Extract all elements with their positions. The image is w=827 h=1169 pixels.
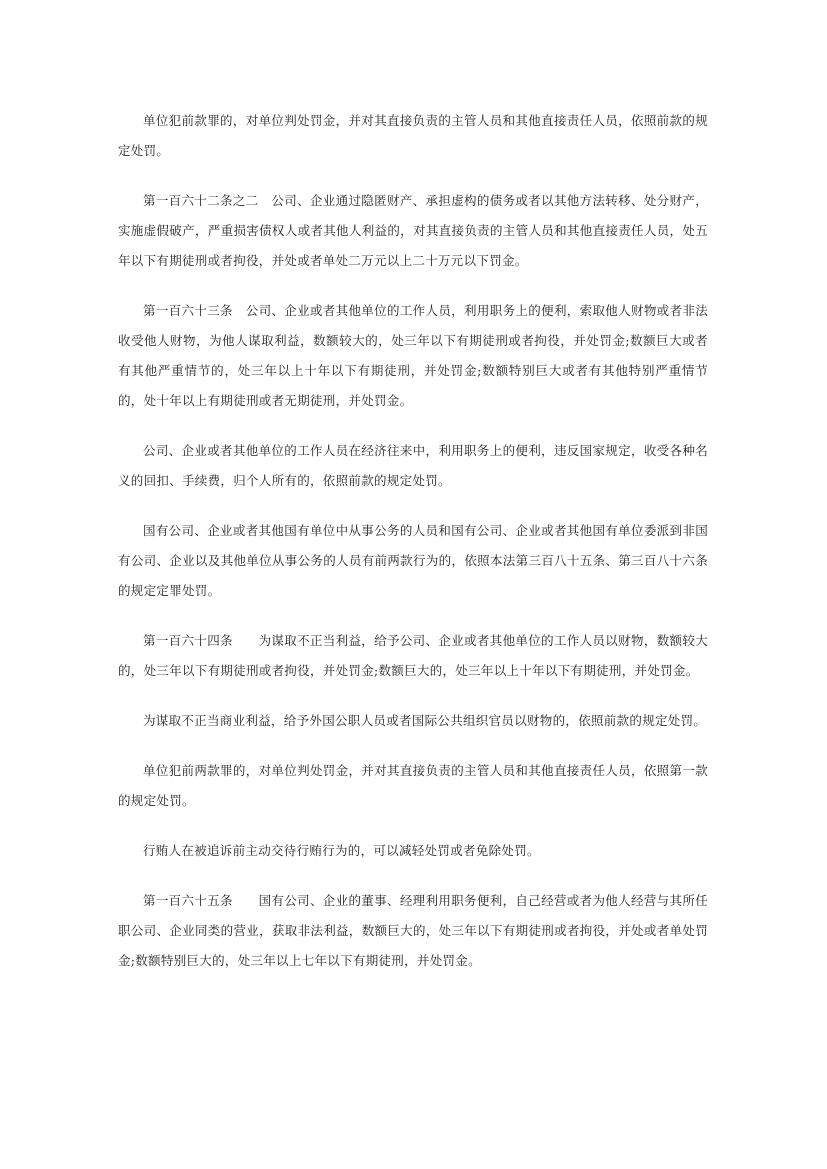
paragraph: 第一百六十四条 为谋取不正当利益，给予公司、企业或者其他单位的工作人员以财物，数额较大的，处三年以下有期徒刑或者拘役，并处罚金;数额巨大的，处三年以上十年以下有期徒刑，并处罚金。: [118, 633, 708, 678]
document-body: [118, 106, 708, 996]
paragraph: 公司、企业或者其他单位的工作人员在经济往来中，利用职务上的便利，违反国家规定，收受各种名义的回扣、手续费，归个人所有的，依照前款的规定处罚。: [118, 443, 708, 488]
paragraph: 单位犯前两款罪的，对单位判处罚金，并对其直接负责的主管人员和其他直接责任人员，依照第一款的规定处罚。: [118, 763, 708, 808]
paragraph: 第一百六十三条 公司、企业或者其他单位的工作人员，利用职务上的便利，索取他人财物或者非法收受他人财物，为他人谋取利益，数额较大的，处三年以下有期徒刑或者拘役，并处罚金;数额巨大或者有其他严重情节的，处三年以上十年以下有期徒刑，并处罚金;数额特别巨大或者有其他特别严重情节的，处十年以上有期徒刑或者无期徒刑，并处罚金。: [118, 303, 708, 408]
paragraph: 第一百六十二条之二 公司、企业通过隐匿财产、承担虚构的债务或者以其他方法转移、处分财产，实施虚假破产，严重损害债权人或者其他人利益的，对其直接负责的主管人员和其他直接责任人员，处五年以下有期徒刑或者拘役，并处或者单处二万元以上二十万元以下罚金。: [118, 193, 708, 268]
paragraph: 第一百六十五条 国有公司、企业的董事、经理利用职务便利，自己经营或者为他人经营与其所任职公司、企业同类的营业，获取非法利益，数额巨大的，处三年以下有期徒刑或者拘役，并处或者单处罚金;数额特别巨大的，处三年以上七年以下有期徒刑，并处罚金。: [118, 893, 708, 968]
paragraph: 国有公司、企业或者其他国有单位中从事公务的人员和国有公司、企业或者其他国有单位委派到非国有公司、企业以及其他单位从事公务的人员有前两款行为的，依照本法第三百八十五条、第三百八十六条的规定定罪处罚。: [118, 523, 708, 598]
paragraph: 为谋取不正当商业利益，给予外国公职人员或者国际公共组织官员以财物的，依照前款的规定处罚。: [143, 713, 707, 728]
paragraph: 单位犯前款罪的，对单位判处罚金，并对其直接负责的主管人员和其他直接责任人员，依照前款的规定处罚。: [118, 113, 708, 158]
paragraph: 行贿人在被追诉前主动交待行贿行为的，可以减轻处罚或者免除处罚。: [143, 843, 540, 858]
